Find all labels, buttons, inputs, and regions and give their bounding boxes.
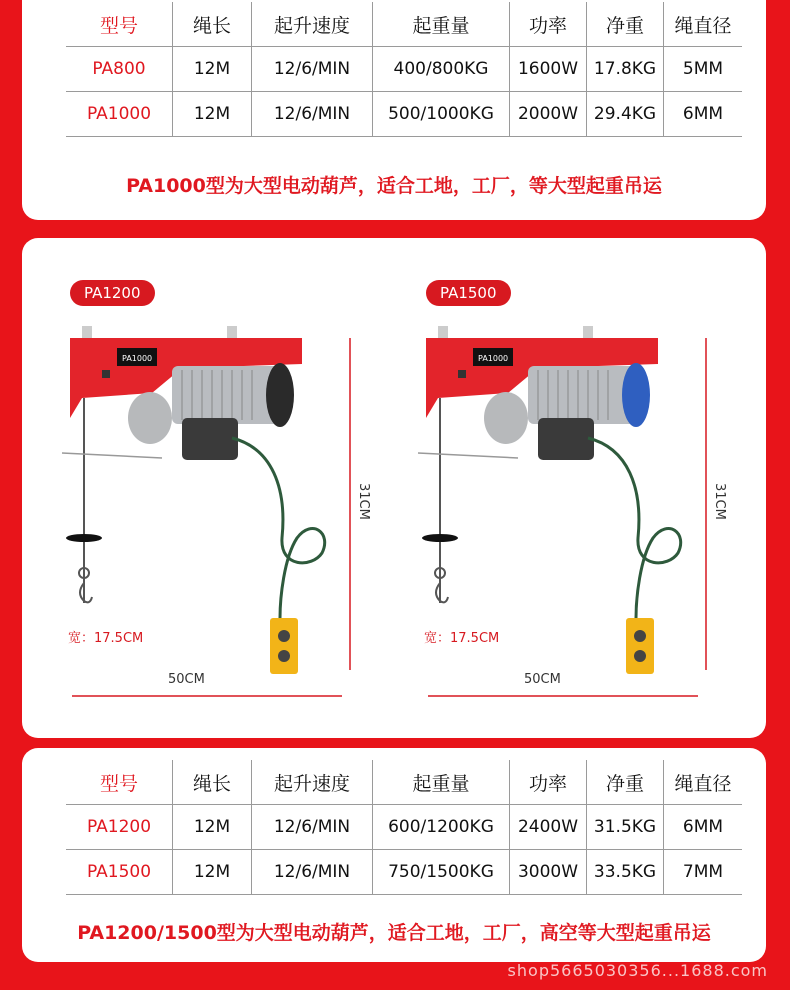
table-row [66,805,742,850]
header-cell: 型号 [66,760,173,805]
model-badge: PA1200 [70,280,155,306]
table-header-row [66,760,742,805]
table-cell: 12M [173,47,252,92]
nameplate-text: PA1000 [478,354,509,363]
table-cell: 31.5KG [587,805,664,850]
bottom-note: PA1200/1500型为大型电动葫芦，适合工地，工厂，高空等大型起重吊运 [77,922,711,944]
table-cell: 17.8KG [587,47,664,92]
hoist-illustration [378,238,750,738]
table-cell: 12/6/MIN [252,850,373,895]
model-badge: PA1500 [426,280,511,306]
model-cell: PA1000 [66,92,173,137]
header-cell: 绳长 [173,760,252,805]
header-cell: 绳直径 [664,760,743,805]
table-cell: 29.4KG [587,92,664,137]
table-cell: 12M [173,805,252,850]
bottom-spec-table [66,760,742,895]
model-cell: PA800 [66,47,173,92]
watermark: shop5665030356...1688.com [507,961,768,980]
top-note: PA1000型为大型电动葫芦，适合工地，工厂，等大型起重吊运 [126,175,662,197]
width-label: 宽：17.5CM [68,631,144,646]
product-card-pa1200 [22,238,394,738]
header-cell: 净重 [587,760,664,805]
table-cell: 33.5KG [587,850,664,895]
product-images-panel [22,238,766,738]
product-card-pa1500 [378,238,750,738]
header-cell: 起升速度 [252,2,373,47]
table-cell: 12M [173,850,252,895]
nameplate-text: PA1000 [122,354,153,363]
table-cell: 12/6/MIN [252,47,373,92]
table-cell: 3000W [510,850,587,895]
table-cell: 12/6/MIN [252,805,373,850]
height-label: 31CM [712,483,727,520]
model-cell: PA1500 [66,850,173,895]
header-cell: 起升速度 [252,760,373,805]
header-cell: 绳直径 [664,2,743,47]
width-label: 宽：17.5CM [424,631,500,646]
header-cell: 绳长 [173,2,252,47]
length-label: 50CM [168,672,205,687]
hoist-illustration [22,238,394,738]
table-cell: 1600W [510,47,587,92]
top-spec-panel [22,0,766,220]
header-cell: 功率 [510,760,587,805]
table-cell: 600/1200KG [373,805,510,850]
table-cell: 7MM [664,850,743,895]
header-cell: 功率 [510,2,587,47]
table-row [66,850,742,895]
table-cell: 500/1000KG [373,92,510,137]
table-header-row [66,2,742,47]
table-cell: 12/6/MIN [252,92,373,137]
top-spec-table [66,2,742,137]
header-cell: 型号 [66,2,173,47]
header-cell: 起重量 [373,2,510,47]
table-cell: 6MM [664,92,743,137]
model-cell: PA1200 [66,805,173,850]
header-cell: 净重 [587,2,664,47]
table-cell: 5MM [664,47,743,92]
table-cell: 2400W [510,805,587,850]
bottom-spec-panel [22,748,766,962]
length-label: 50CM [524,672,561,687]
table-cell: 12M [173,92,252,137]
height-label: 31CM [356,483,371,520]
table-cell: 400/800KG [373,47,510,92]
table-cell: 2000W [510,92,587,137]
table-row [66,47,742,92]
table-row [66,92,742,137]
table-cell: 6MM [664,805,743,850]
header-cell: 起重量 [373,760,510,805]
table-cell: 750/1500KG [373,850,510,895]
